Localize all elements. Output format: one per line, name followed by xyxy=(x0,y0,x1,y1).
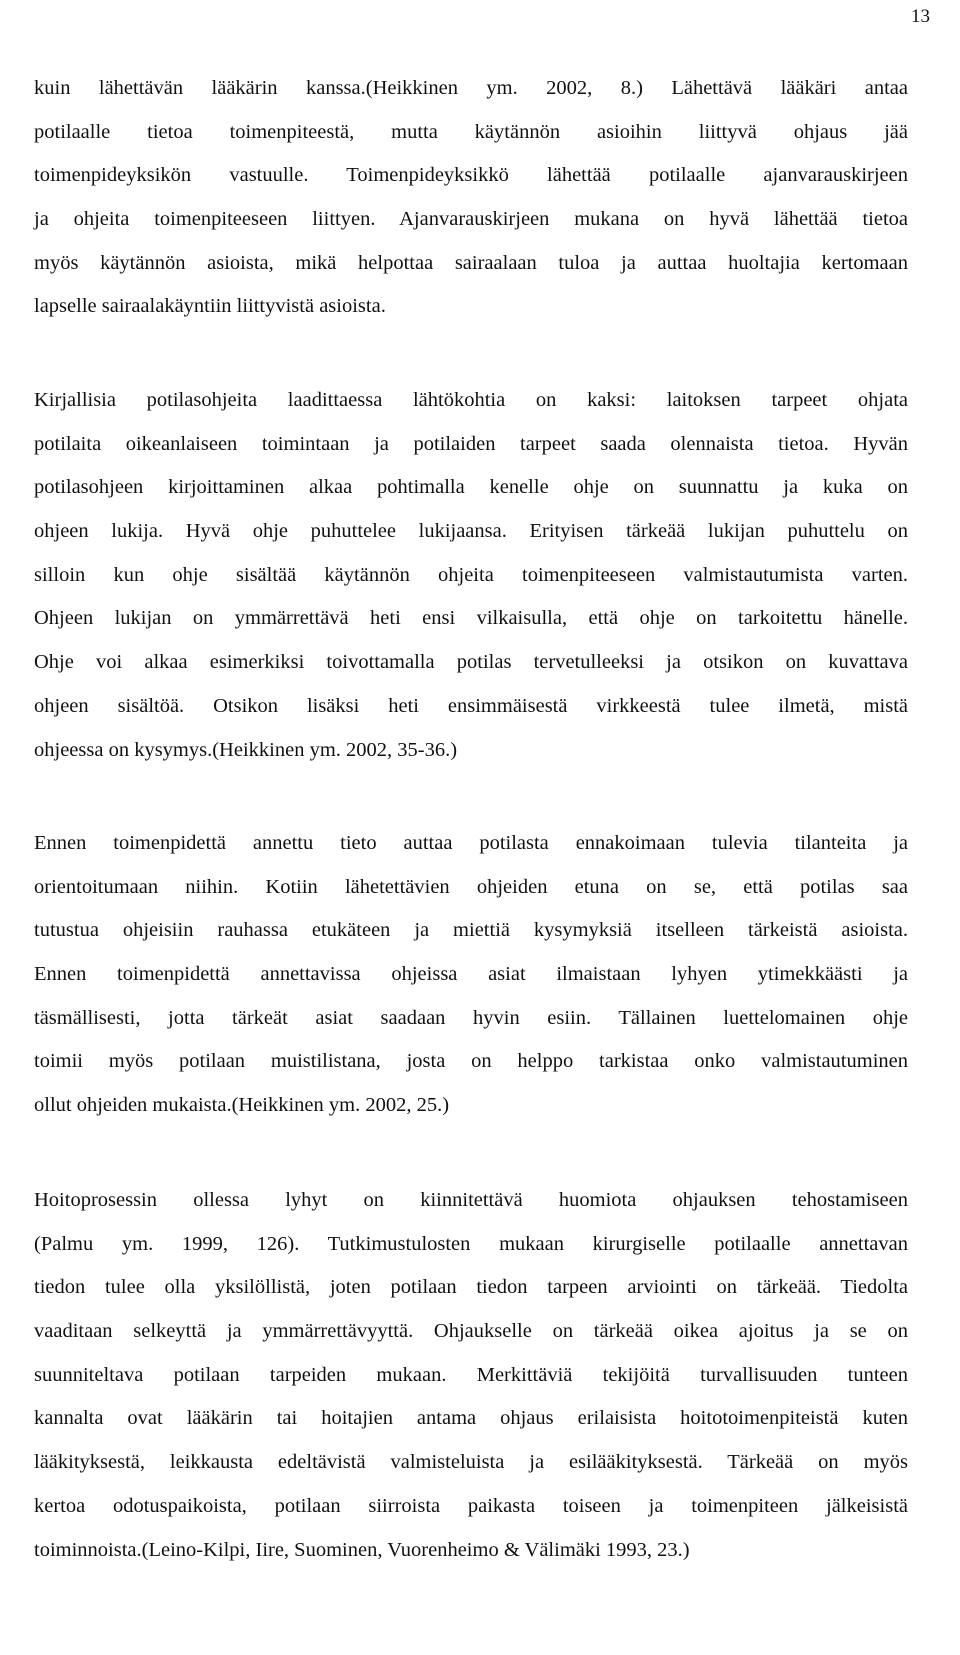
text-line: vaaditaan selkeyttä ja ymmärrettävyyttä. Ohjaukselle on tärkeää oikea ajoitus ja se on xyxy=(34,1320,908,1343)
text-line: suunniteltava potilaan tarpeiden mukaan. Merkittäviä tekijöitä turvallisuuden tunteen xyxy=(34,1363,908,1386)
text-line: ohjeessa on kysymys.(Heikkinen ym. 2002, 35-36.) xyxy=(34,738,458,761)
text-line: kertoa odotuspaikoista, potilaan siirroista paikasta toiseen ja toimenpiteen jälkeisistä xyxy=(34,1494,908,1517)
text-line: lapselle sairaalakäyntiin liittyvistä asioista. xyxy=(34,295,386,318)
text-line: ollut ohjeiden mukaista.(Heikkinen ym. 2002, 25.) xyxy=(34,1094,450,1117)
text-line: Hoitoprosessin ollessa lyhyt on kiinnitettävä huomiota ohjauksen tehostamiseen xyxy=(34,1189,908,1211)
paragraph-4 xyxy=(34,1179,908,1572)
text-line: toimii myös potilaan muistilistana, josta on helppo tarkistaa onko valmistautuminen xyxy=(34,1050,908,1073)
text-line: lääkityksestä, leikkausta edeltävistä valmisteluista ja esilääkityksestä. Tärkeää on myös xyxy=(34,1451,908,1474)
text-line: potilasohjeen kirjoittaminen alkaa pohtimalla kenelle ohje on suunnattu ja kuka on xyxy=(34,476,908,499)
text-line: Ohjeen lukijan on ymmärrettävä heti ensi vilkaisulla, että ohje on tarkoitettu hänelle. xyxy=(34,607,908,630)
text-line: tiedon tulee olla yksilöllistä, joten potilaan tiedon tarpeen arviointi on tärkeää. Tiedolta xyxy=(34,1276,908,1299)
text-line: Ennen toimenpidettä annettavissa ohjeissa asiat ilmaistaan lyhyen ytimekkäästi ja xyxy=(34,963,908,986)
text-line: täsmällisesti, jotta tärkeät asiat saadaan hyvin esiin. Tällainen luettelomainen ohje xyxy=(34,1006,908,1029)
text-line: myös käytännön asioista, mikä helpottaa sairaalaan tuloa ja auttaa huoltajia kertomaan xyxy=(34,251,908,274)
text-line: Ohje voi alkaa esimerkiksi toivottamalla potilas tervetulleeksi ja otsikon on kuvattava xyxy=(34,651,908,674)
text-line: ja ohjeita toimenpiteeseen liittyen. Ajanvarauskirjeen mukana on hyvä lähettää tietoa xyxy=(34,208,908,231)
paragraph-2 xyxy=(34,379,908,772)
text-line: kannalta ovat lääkärin tai hoitajien antama ohjaus erilaisista hoitotoimenpiteistä kuten xyxy=(34,1407,908,1430)
page-number: 13 xyxy=(911,6,930,27)
text-line: toimenpideyksikön vastuulle. Toimenpideyksikkö lähettää potilaalle ajanvarauskirjeen xyxy=(34,164,908,187)
text-line: (Palmu ym. 1999, 126). Tutkimustulosten mukaan kirurgiselle potilaalle annettavan xyxy=(34,1232,908,1255)
text-line: toiminnoista.(Leino-Kilpi, Iire, Suominen, Vuorenheimo & Välimäki 1993, 23.) xyxy=(34,1538,690,1561)
text-line: ohjeen lukija. Hyvä ohje puhuttelee lukijaansa. Erityisen tärkeää lukijan puhuttelu on xyxy=(34,520,908,543)
text-line: potilaalle tietoa toimenpiteestä, mutta käytännön asioihin liittyvä ohjaus jää xyxy=(34,120,908,143)
paragraph-3 xyxy=(34,822,908,1128)
paragraph-1 xyxy=(34,67,908,329)
text-line: ohjeen sisältöä. Otsikon lisäksi heti ensimmäisestä virkkeestä tulee ilmetä, mistä xyxy=(34,694,908,717)
text-line: kuin lähettävän lääkärin kanssa.(Heikkinen ym. 2002, 8.) Lähettävä lääkäri antaa xyxy=(34,77,908,99)
text-line: Kirjallisia potilasohjeita laadittaessa lähtökohtia on kaksi: laitoksen tarpeet ohjata xyxy=(34,389,908,411)
text-line: tutustua ohjeisiin rauhassa etukäteen ja miettiä kysymyksiä itselleen tärkeistä asioista. xyxy=(34,919,908,942)
text-line: silloin kun ohje sisältää käytännön ohjeita toimenpiteeseen valmistautumista varten. xyxy=(34,563,908,586)
text-line: Ennen toimenpidettä annettu tieto auttaa potilasta ennakoimaan tulevia tilanteita ja xyxy=(34,832,908,854)
text-line: orientoitumaan niihin. Kotiin lähetettävien ohjeiden etuna on se, että potilas saa xyxy=(34,875,908,898)
text-line: potilaita oikeanlaiseen toimintaan ja potilaiden tarpeet saada olennaista tietoa. Hyvän xyxy=(34,432,908,455)
